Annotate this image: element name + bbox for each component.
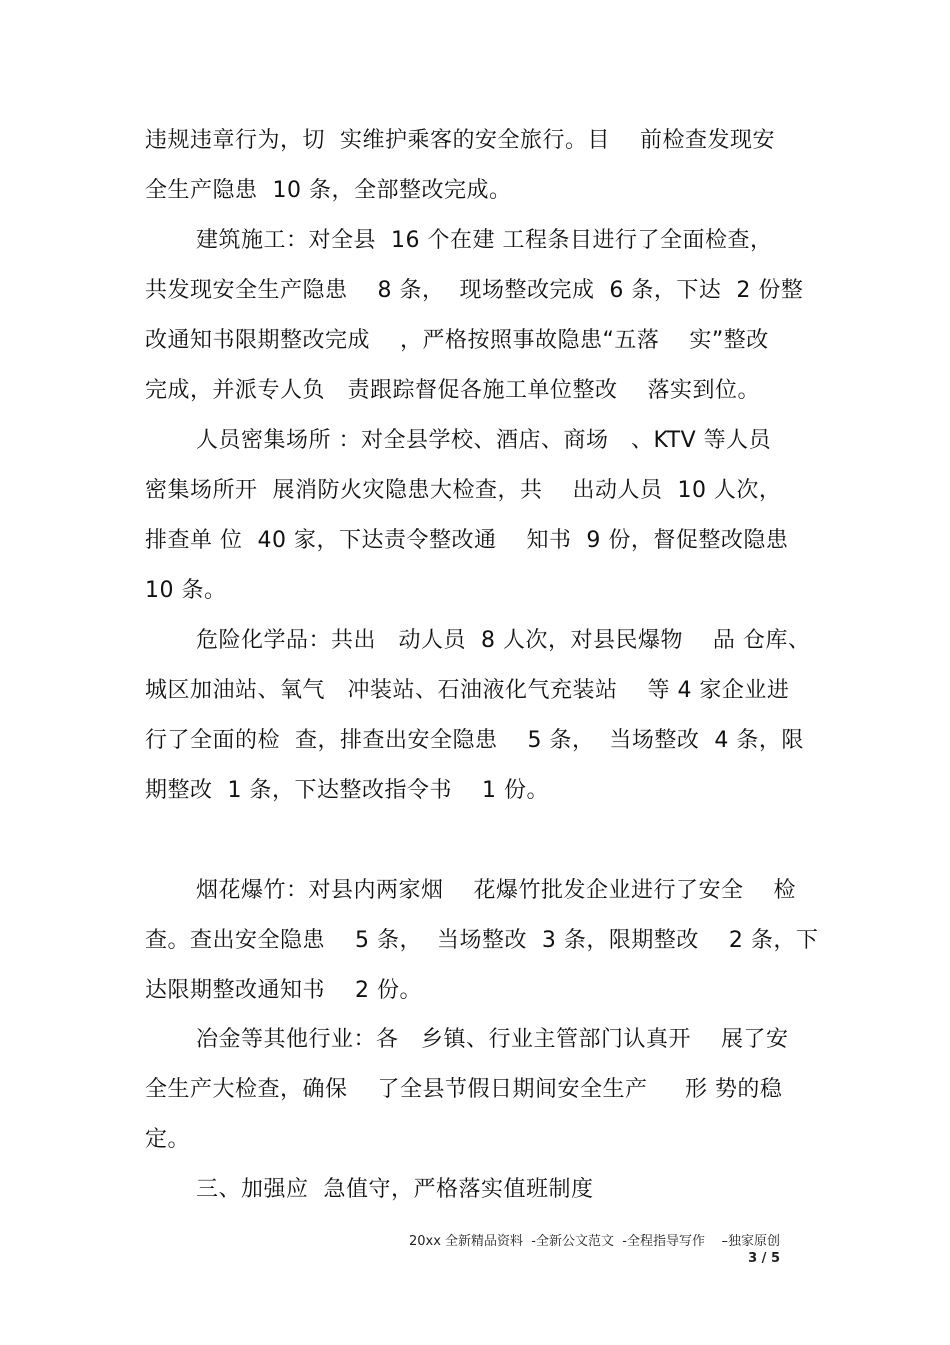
text-line: 烟花爆竹：对县内两家烟 花爆竹批发企业进行了安全 检 xyxy=(196,878,796,903)
page-number: 3 / 5 xyxy=(748,1251,780,1266)
text-line: 10 条。 xyxy=(145,578,227,603)
text-line: 城区加油站、氧气 冲装站、石油液化气充装站 等 4 家企业进 xyxy=(145,678,790,703)
text-line: 改通知书限期整改完成 ，严格按照事故隐患“五落 实”整改 xyxy=(145,328,769,353)
text-line: 定。 xyxy=(145,1127,191,1152)
text-line: 违规违章行为，切 实维护乘客的安全旅行。目 前检查发现安 xyxy=(145,128,775,153)
text-line: 密集场所开 展消防火灾隐患大检查，共 出动人员 10 人次， xyxy=(145,478,782,503)
text-line: 冶金等其他行业：各 乡镇、行业主管部门认真开 展了安 xyxy=(196,1027,789,1052)
text-line: 全生产大检查，确保 了全县节假日期间安全生产 形 势的稳 xyxy=(145,1077,783,1102)
text-line: 行了全面的检 查，排查出安全隐患 5 条， 当场整改 4 条，限 xyxy=(145,728,804,753)
text-line: 排查单 位 40 家，下达责令整改通 知书 9 份，督促整改隐患 xyxy=(145,528,789,553)
text-line: 建筑施工：对全县 16 个在建 工程条目进行了全面检查， xyxy=(196,228,773,253)
text-line: 共发现安全生产隐患 8 条， 现场整改完成 6 条，下达 2 份整 xyxy=(145,278,804,303)
text-line: 查。查出安全隐患 5 条， 当场整改 3 条，限期整改 2 条，下 xyxy=(145,928,819,953)
text-line: 危险化学品：共出 动人员 8 人次，对县民爆物 品 仓库、 xyxy=(196,628,811,653)
text-line: 完成，并派专人负 责跟踪督促各施工单位整改 落实到位。 xyxy=(145,378,760,403)
text-line: 全生产隐患 10 条，全部整改完成。 xyxy=(145,178,512,203)
section-heading: 三、加强应 急值守，严格落实值班制度 xyxy=(196,1177,594,1202)
footer-text: 20xx 全新精品资料 -全新公文范文 -全程指导写作 –独家原创 xyxy=(408,1234,780,1249)
text-line: 达限期整改通知书 2 份。 xyxy=(145,978,422,1003)
text-line: 人员密集场所 ：对全县学校、酒店、商场 、KTV 等人员 xyxy=(196,428,772,453)
text-line: 期整改 1 条，下达整改指令书 1 份。 xyxy=(145,778,549,803)
